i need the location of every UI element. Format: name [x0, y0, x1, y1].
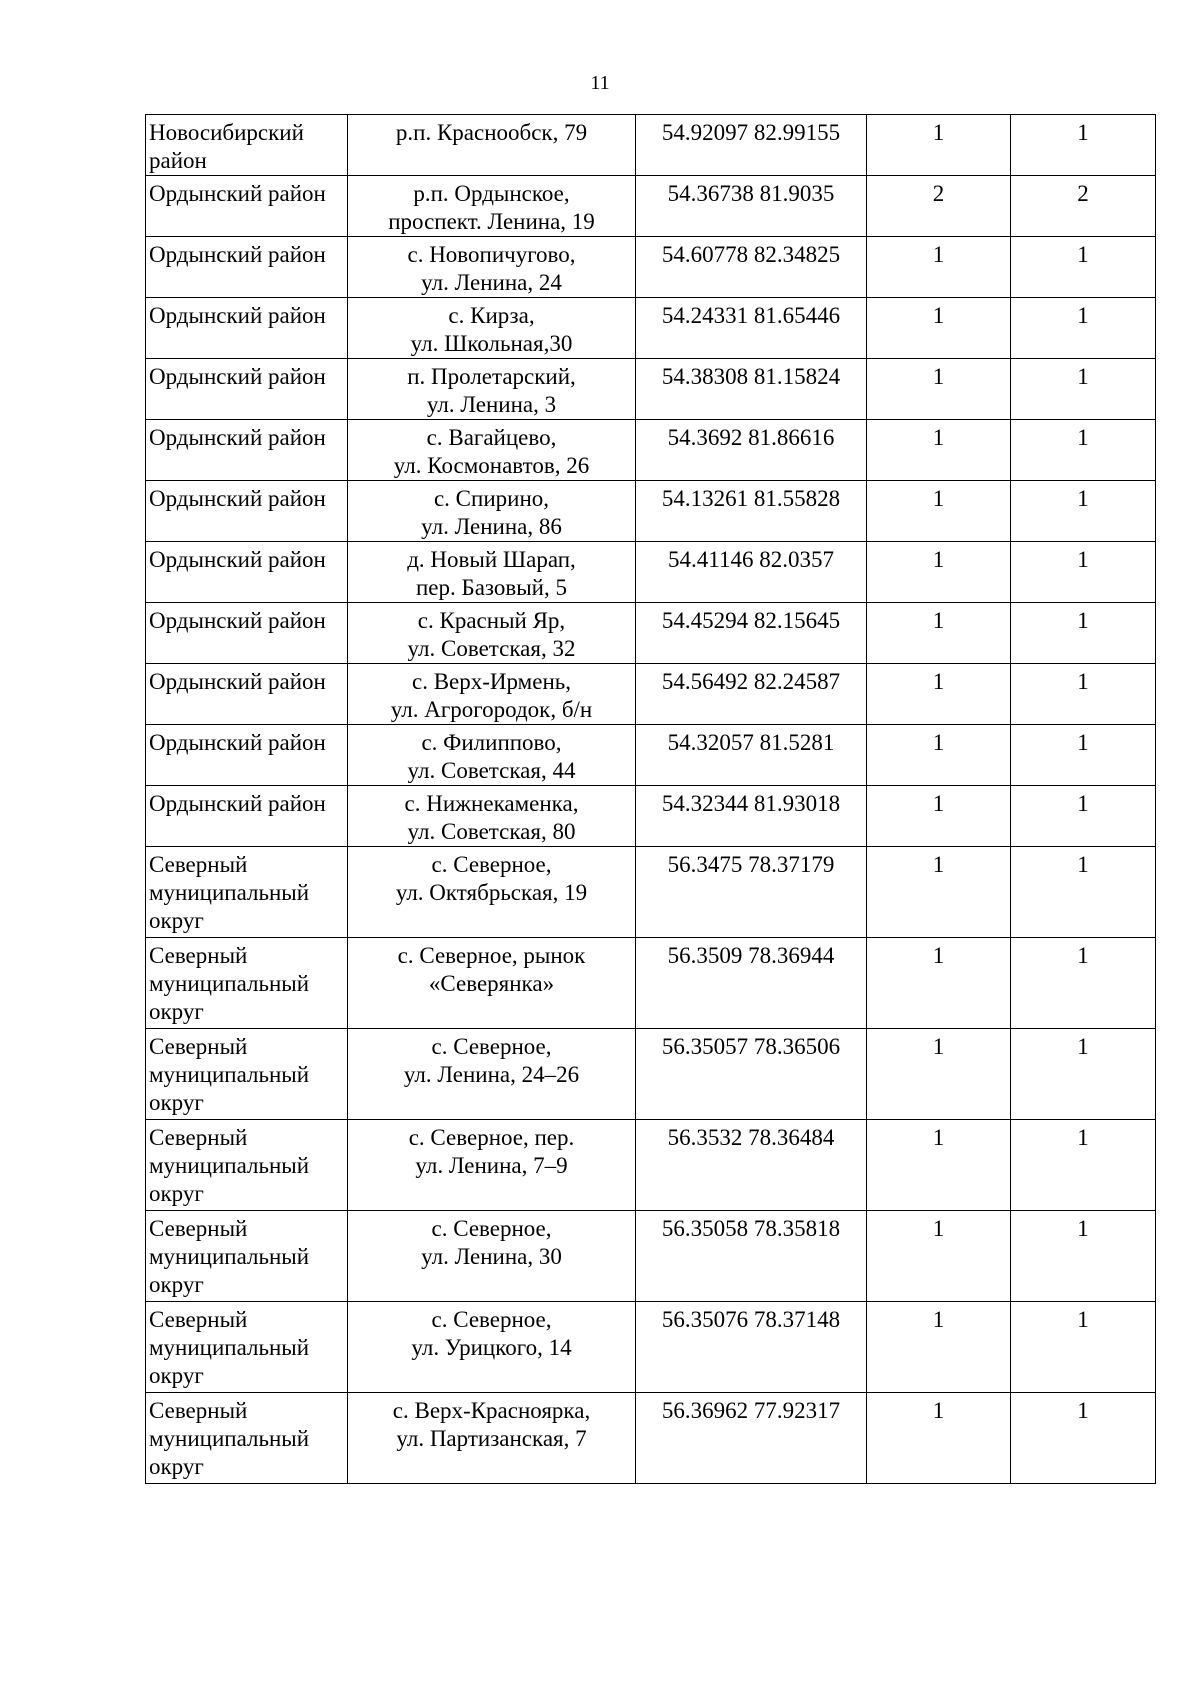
count-cell-1: 1 — [867, 847, 1011, 938]
count-cell-2: 1 — [1011, 481, 1156, 542]
address-cell-line: с. Северное, — [431, 852, 552, 877]
district-cell-line: округ — [149, 1181, 204, 1206]
address-cell — [348, 603, 636, 664]
count-cell-2: 1 — [1011, 298, 1156, 359]
table-row — [146, 1393, 1156, 1484]
address-cell-line: ул. Ленина, 86 — [421, 514, 562, 539]
table-row — [146, 664, 1156, 725]
address-cell — [348, 1029, 636, 1120]
count-cell-1: 1 — [867, 1211, 1011, 1302]
count-cell-2: 1 — [1011, 786, 1156, 847]
address-cell-line: ул. Октябрьская, 19 — [395, 880, 588, 905]
count-cell-2: 1 — [1011, 1211, 1156, 1302]
district-cell-line: Ордынский район — [149, 791, 326, 816]
count-cell-1: 1 — [867, 237, 1011, 298]
address-cell — [348, 542, 636, 603]
address-cell — [348, 786, 636, 847]
coordinates-cell: 54.13261 81.55828 — [636, 481, 867, 542]
coordinates-cell: 54.38308 81.15824 — [636, 359, 867, 420]
address-cell-line: пер. Базовый, 5 — [415, 575, 567, 600]
district-cell-line: Северный — [149, 852, 248, 877]
district-cell-line: муниципальный — [149, 1244, 310, 1269]
district-cell — [146, 725, 348, 786]
page-number: 11 — [590, 72, 610, 94]
address-cell-line: проспект. Ленина, 19 — [388, 209, 595, 234]
count-cell-2: 1 — [1011, 664, 1156, 725]
count-cell-2: 1 — [1011, 1393, 1156, 1484]
address-cell-line: ул. Ленина, 7–9 — [415, 1153, 568, 1178]
table-body — [146, 115, 1156, 1484]
address-cell-line: с. Северное, рынок — [397, 943, 586, 968]
address-cell-line: с. Новопичугово, — [407, 242, 576, 267]
address-cell-line: с. Верх-Красноярка, — [392, 1398, 591, 1423]
address-cell-line: с. Северное, пер. — [408, 1125, 575, 1150]
district-cell-line: округ — [149, 1454, 204, 1479]
count-cell-1: 1 — [867, 115, 1011, 176]
district-cell-line: Ордынский район — [149, 669, 326, 694]
address-cell-line: д. Новый Шарап, — [407, 547, 576, 572]
address-cell-line: п. Пролетарский, — [407, 364, 576, 389]
district-cell-line: Северный — [149, 1307, 248, 1332]
count-cell-2: 1 — [1011, 237, 1156, 298]
address-cell-line: с. Северное, — [431, 1216, 552, 1241]
district-cell — [146, 359, 348, 420]
address-cell — [348, 176, 636, 237]
coordinates-cell: 54.32057 81.5281 — [636, 725, 867, 786]
table-row — [146, 176, 1156, 237]
coordinates-cell: 54.32344 81.93018 — [636, 786, 867, 847]
district-cell-line: округ — [149, 1363, 204, 1388]
district-cell-line: Ордынский район — [149, 181, 326, 206]
address-cell — [348, 359, 636, 420]
coordinates-cell: 54.45294 82.15645 — [636, 603, 867, 664]
address-cell — [348, 298, 636, 359]
address-cell — [348, 115, 636, 176]
district-cell — [146, 1302, 348, 1393]
address-cell-line: с. Кирза, — [448, 303, 535, 328]
count-cell-2: 1 — [1011, 603, 1156, 664]
table-row — [146, 603, 1156, 664]
address-cell — [348, 420, 636, 481]
address-cell-line: ул. Ленина, 3 — [426, 392, 557, 417]
coordinates-cell: 54.60778 82.34825 — [636, 237, 867, 298]
district-cell-line: Северный — [149, 1034, 248, 1059]
district-cell — [146, 1029, 348, 1120]
address-cell-line: р.п. Ордынское, — [413, 181, 570, 206]
address-cell — [348, 1393, 636, 1484]
coordinates-cell: 54.24331 81.65446 — [636, 298, 867, 359]
district-cell — [146, 237, 348, 298]
district-cell-line: муниципальный — [149, 880, 310, 905]
table-row — [146, 481, 1156, 542]
district-cell — [146, 481, 348, 542]
coordinates-cell: 54.92097 82.99155 — [636, 115, 867, 176]
count-cell-1: 1 — [867, 359, 1011, 420]
district-cell-line: округ — [149, 1090, 204, 1115]
table-row — [146, 359, 1156, 420]
count-cell-1: 1 — [867, 298, 1011, 359]
district-cell-line: Северный — [149, 943, 248, 968]
count-cell-1: 1 — [867, 1120, 1011, 1211]
district-cell — [146, 1120, 348, 1211]
count-cell-2: 1 — [1011, 1029, 1156, 1120]
district-cell-line: Ордынский район — [149, 303, 326, 328]
district-cell-line: муниципальный — [149, 971, 310, 996]
district-cell-line: Ордынский район — [149, 730, 326, 755]
district-cell-line: округ — [149, 1272, 204, 1297]
count-cell-1: 1 — [867, 603, 1011, 664]
count-cell-1: 1 — [867, 1029, 1011, 1120]
coordinates-cell: 56.3532 78.36484 — [636, 1120, 867, 1211]
count-cell-1: 1 — [867, 725, 1011, 786]
count-cell-1: 1 — [867, 420, 1011, 481]
district-cell-line: муниципальный — [149, 1062, 310, 1087]
address-cell-line: ул. Агрогородок, б/н — [390, 697, 593, 722]
coordinates-cell: 56.35058 78.35818 — [636, 1211, 867, 1302]
address-cell — [348, 938, 636, 1029]
count-cell-1: 1 — [867, 938, 1011, 1029]
table-row — [146, 542, 1156, 603]
district-cell-line: Ордынский район — [149, 486, 326, 511]
district-cell-line: Новосибирский — [149, 120, 304, 145]
district-cell-line: Ордынский район — [149, 364, 326, 389]
address-cell-line: ул. Школьная,30 — [410, 331, 573, 356]
district-cell-line: муниципальный — [149, 1426, 310, 1451]
coordinates-cell: 54.41146 82.0357 — [636, 542, 867, 603]
district-cell-line: Северный — [149, 1125, 248, 1150]
count-cell-1: 1 — [867, 481, 1011, 542]
district-cell — [146, 1211, 348, 1302]
address-cell — [348, 481, 636, 542]
address-cell-line: с. Филиппово, — [421, 730, 562, 755]
address-cell-line: с. Спирино, — [433, 486, 550, 511]
count-cell-1: 1 — [867, 1302, 1011, 1393]
coordinates-cell: 56.3509 78.36944 — [636, 938, 867, 1029]
coordinates-cell: 56.35057 78.36506 — [636, 1029, 867, 1120]
district-cell-line: Ордынский район — [149, 547, 326, 572]
count-cell-2: 2 — [1011, 176, 1156, 237]
address-cell-line: ул. Партизанская, 7 — [396, 1426, 587, 1451]
address-cell-line: с. Северное, — [431, 1307, 552, 1332]
count-cell-1: 1 — [867, 786, 1011, 847]
district-cell — [146, 603, 348, 664]
address-cell — [348, 1302, 636, 1393]
district-cell-line: Ордынский район — [149, 425, 326, 450]
count-cell-2: 1 — [1011, 725, 1156, 786]
district-cell — [146, 664, 348, 725]
address-cell-line: ул. Ленина, 24–26 — [403, 1062, 580, 1087]
locations-table — [145, 114, 1156, 1484]
address-cell-line: ул. Ленина, 30 — [421, 1244, 562, 1269]
address-cell-line: с. Нижнекаменка, — [404, 791, 579, 816]
district-cell-line: муниципальный — [149, 1153, 310, 1178]
address-cell-line: ул. Советская, 44 — [407, 758, 576, 783]
coordinates-cell: 56.3475 78.37179 — [636, 847, 867, 938]
address-cell-line: ул. Советская, 32 — [407, 636, 576, 661]
address-cell — [348, 664, 636, 725]
table-row — [146, 1029, 1156, 1120]
district-cell-line: Северный — [149, 1216, 248, 1241]
district-cell — [146, 115, 348, 176]
address-cell — [348, 725, 636, 786]
district-cell-line: Ордынский район — [149, 608, 326, 633]
address-cell — [348, 237, 636, 298]
count-cell-2: 1 — [1011, 542, 1156, 603]
table-row — [146, 1211, 1156, 1302]
table-row — [146, 938, 1156, 1029]
district-cell-line: округ — [149, 908, 204, 933]
count-cell-2: 1 — [1011, 1120, 1156, 1211]
district-cell — [146, 298, 348, 359]
address-cell-line: р.п. Краснообск, 79 — [395, 120, 588, 145]
table-row — [146, 237, 1156, 298]
address-cell — [348, 1120, 636, 1211]
table-row — [146, 1302, 1156, 1393]
count-cell-1: 2 — [867, 176, 1011, 237]
count-cell-2: 1 — [1011, 115, 1156, 176]
district-cell — [146, 542, 348, 603]
district-cell — [146, 1393, 348, 1484]
address-cell-line: с. Северное, — [431, 1034, 552, 1059]
district-cell-line: Ордынский район — [149, 242, 326, 267]
table-row — [146, 115, 1156, 176]
count-cell-1: 1 — [867, 542, 1011, 603]
coordinates-cell: 54.3692 81.86616 — [636, 420, 867, 481]
address-cell-line: «Северянка» — [428, 971, 555, 996]
district-cell — [146, 420, 348, 481]
address-cell-line: ул. Советская, 80 — [407, 819, 576, 844]
address-cell-line: ул. Космонавтов, 26 — [393, 453, 590, 478]
table-row — [146, 298, 1156, 359]
table-row — [146, 786, 1156, 847]
address-cell — [348, 1211, 636, 1302]
count-cell-1: 1 — [867, 664, 1011, 725]
district-cell-line: округ — [149, 999, 204, 1024]
district-cell — [146, 847, 348, 938]
address-cell-line: ул. Ленина, 24 — [421, 270, 562, 295]
address-cell — [348, 847, 636, 938]
count-cell-2: 1 — [1011, 1302, 1156, 1393]
table-row — [146, 420, 1156, 481]
count-cell-1: 1 — [867, 1393, 1011, 1484]
table-row — [146, 1120, 1156, 1211]
count-cell-2: 1 — [1011, 847, 1156, 938]
district-cell-line: муниципальный — [149, 1335, 310, 1360]
table-row — [146, 847, 1156, 938]
district-cell — [146, 176, 348, 237]
count-cell-2: 1 — [1011, 359, 1156, 420]
address-cell-line: с. Красный Яр, — [417, 608, 566, 633]
coordinates-cell: 54.36738 81.9035 — [636, 176, 867, 237]
coordinates-cell: 54.56492 82.24587 — [636, 664, 867, 725]
district-cell — [146, 786, 348, 847]
address-cell-line: с. Верх-Ирмень, — [412, 669, 571, 694]
district-cell-line: Северный — [149, 1398, 248, 1423]
address-cell-line: с. Вагайцево, — [426, 425, 557, 450]
coordinates-cell: 56.36962 77.92317 — [636, 1393, 867, 1484]
count-cell-2: 1 — [1011, 938, 1156, 1029]
table-row — [146, 725, 1156, 786]
district-cell — [146, 938, 348, 1029]
coordinates-cell: 56.35076 78.37148 — [636, 1302, 867, 1393]
district-cell-line: район — [149, 148, 207, 173]
count-cell-2: 1 — [1011, 420, 1156, 481]
address-cell-line: ул. Урицкого, 14 — [411, 1335, 572, 1360]
